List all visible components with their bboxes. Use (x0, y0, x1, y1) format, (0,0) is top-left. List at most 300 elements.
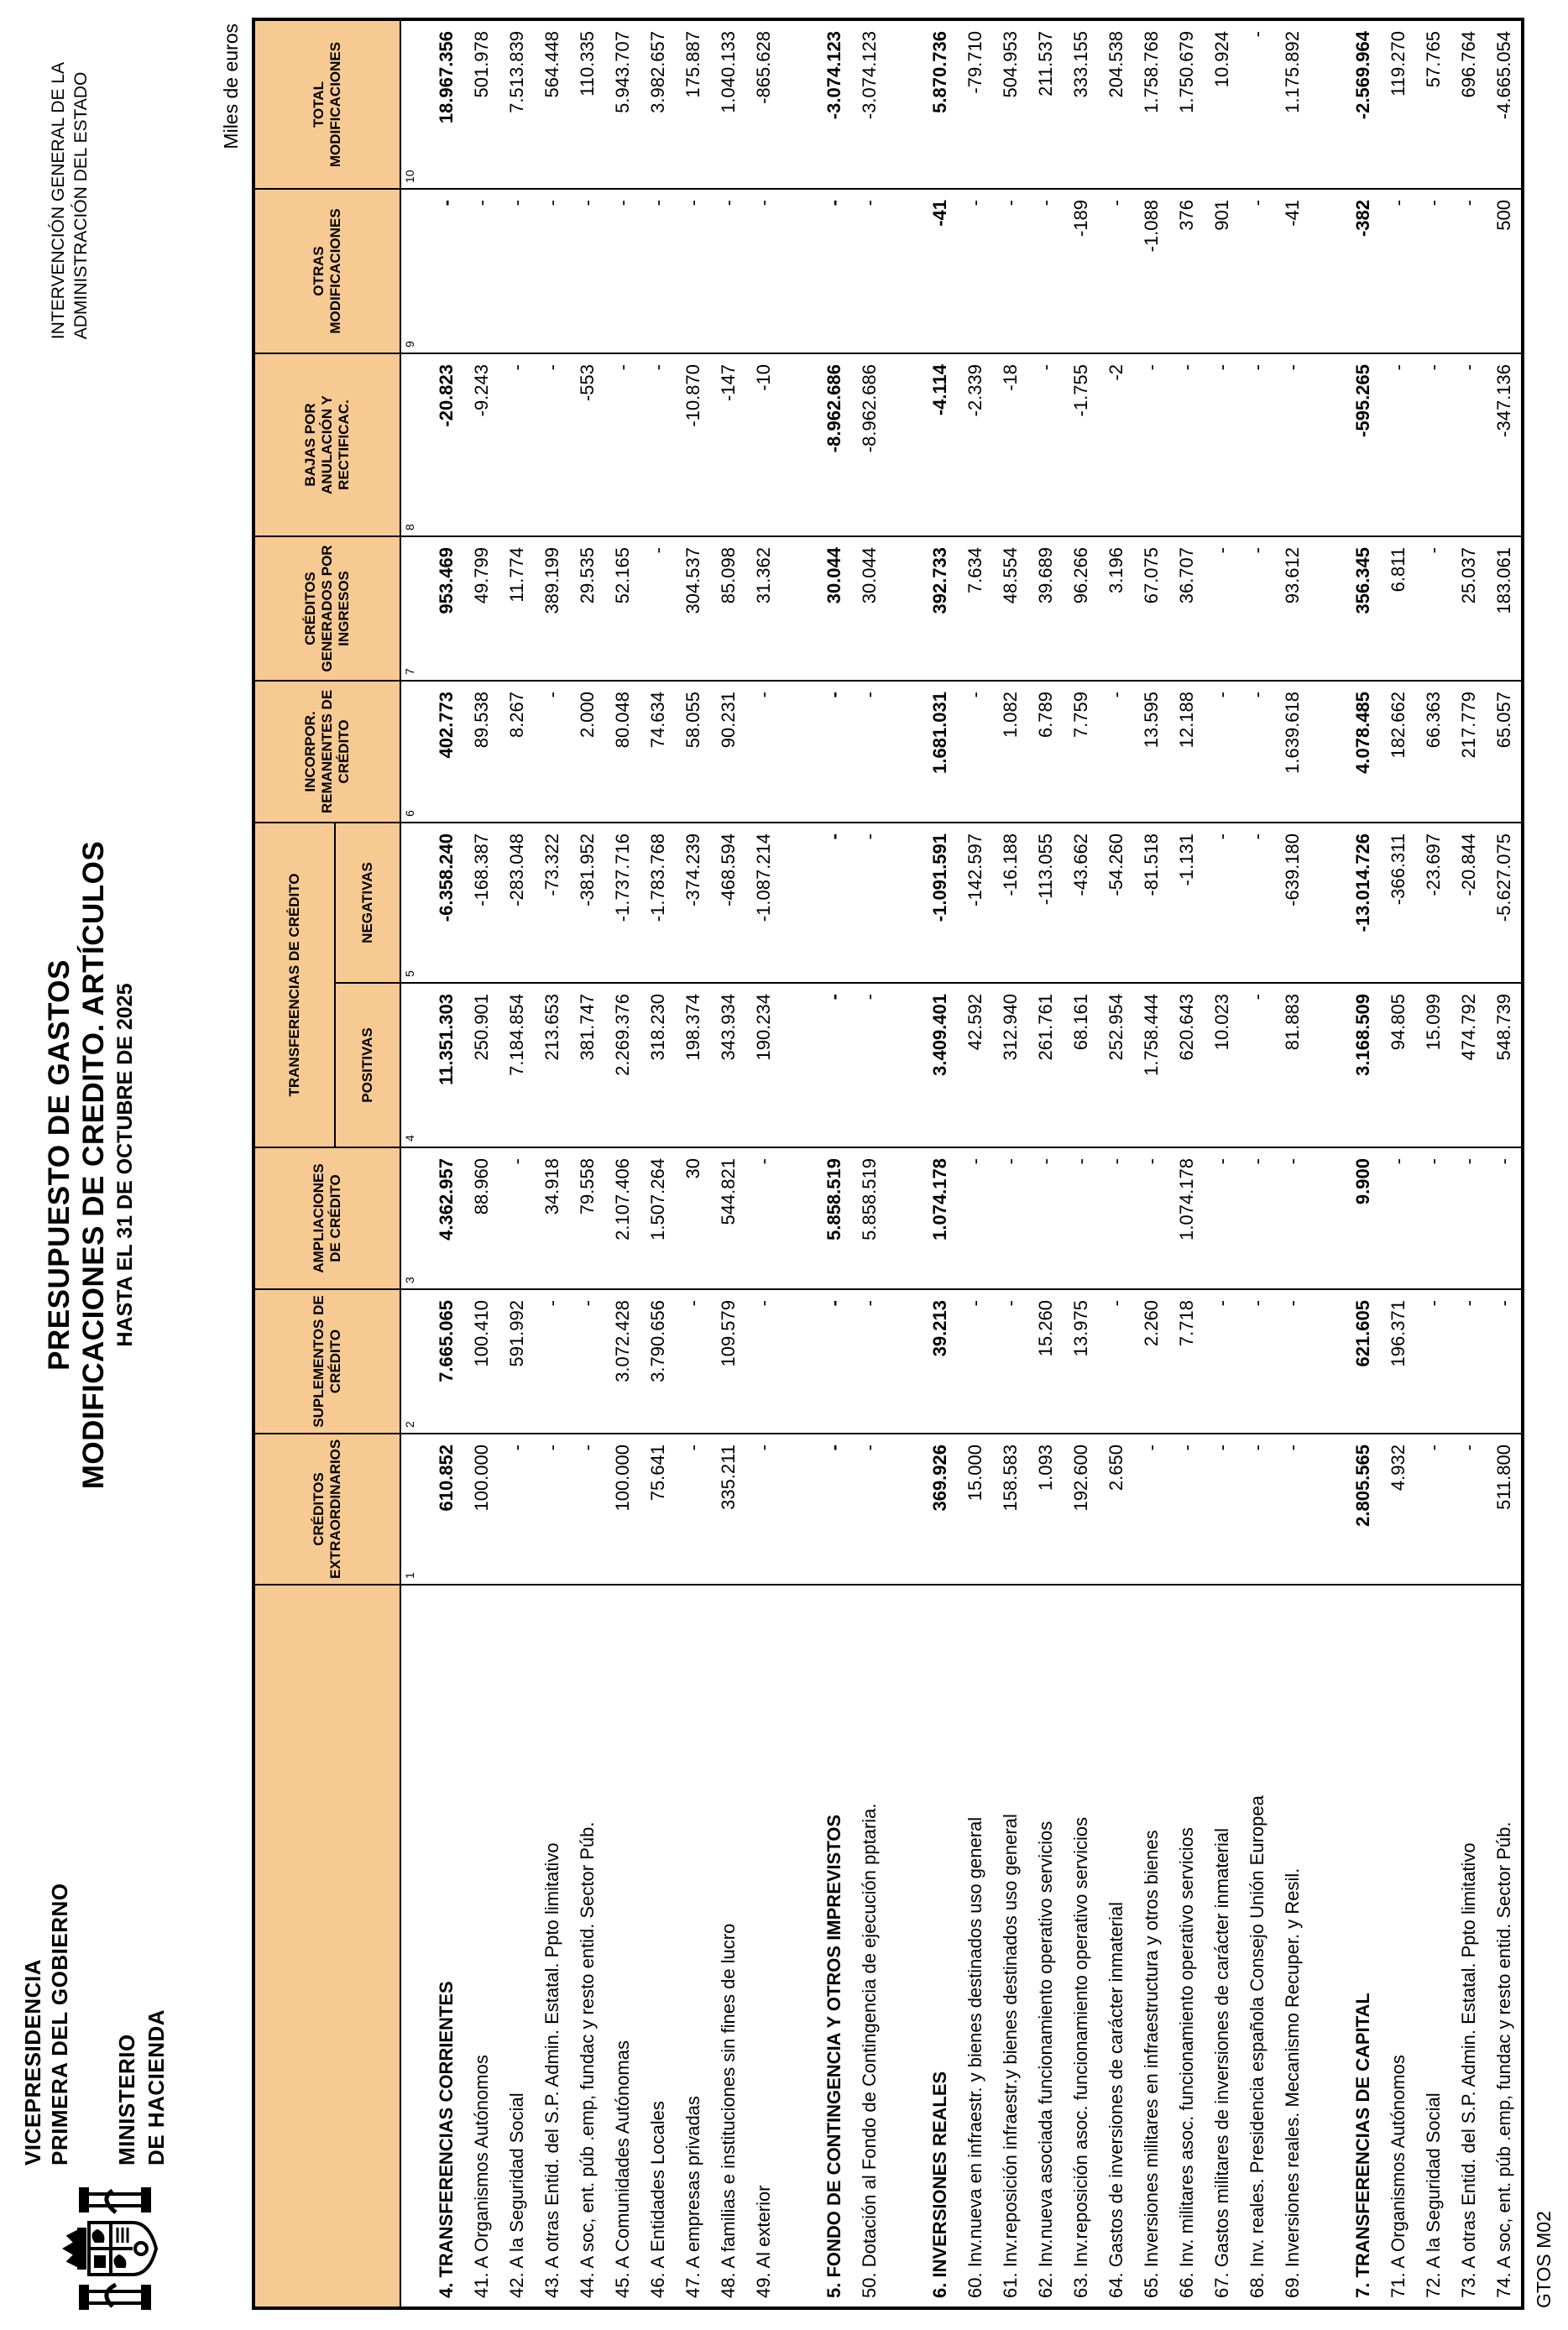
value-cell (887, 681, 923, 823)
row-label: 69. Inversiones reales. Mecanismo Recuper. y Resil. (1275, 1585, 1310, 2307)
row-label: 60. Inv.nueva en infraestr. y bienes destinados uso general (958, 1585, 993, 2307)
value-cell (887, 536, 923, 681)
value-cell: 304.537 (676, 536, 711, 681)
value-cell: -41 (1275, 189, 1310, 353)
header-cell-incorporacion-remanentes: INCORPOR. REMANENTES DE CRÉDITO (254, 681, 400, 823)
value-cell: 953.469 (429, 536, 464, 681)
column-number-cell: 5 (400, 823, 429, 983)
value-cell: - (1416, 189, 1451, 353)
value-cell: 504.953 (993, 20, 1028, 189)
table-row (464, 20, 499, 2307)
column-number-cell: 6 (400, 681, 429, 823)
value-cell: - (1240, 823, 1275, 983)
value-cell: -6.358.240 (429, 823, 464, 983)
value-cell: 6.789 (1028, 681, 1064, 823)
column-number-cell: 7 (400, 536, 429, 681)
value-cell: 18.967.356 (429, 20, 464, 189)
value-cell: -189 (1064, 189, 1099, 353)
column-number-cell: 10 (400, 20, 429, 189)
value-cell: - (535, 1289, 570, 1434)
value-cell: - (640, 189, 676, 353)
value-cell: - (676, 1289, 711, 1434)
value-cell: - (1028, 353, 1064, 536)
value-cell: 81.883 (1275, 983, 1310, 1147)
value-cell: -366.311 (1381, 823, 1416, 983)
value-cell: 389.199 (535, 536, 570, 681)
value-cell: - (817, 1434, 852, 1585)
value-cell: 7.634 (958, 536, 993, 681)
value-cell: 11.351.303 (429, 983, 464, 1147)
value-cell: -41 (923, 189, 958, 353)
value-cell: 9.900 (1346, 1147, 1381, 1289)
value-cell: 30.044 (817, 536, 852, 681)
value-cell: 7.759 (1064, 681, 1099, 823)
column-number-cell: 3 (400, 1147, 429, 1289)
value-cell: 620.643 (1169, 983, 1205, 1147)
value-cell: 250.901 (464, 983, 499, 1147)
table-row (1099, 20, 1134, 2307)
value-cell: - (1416, 1147, 1451, 1289)
table-row (1381, 20, 1416, 2307)
value-cell: - (570, 1289, 605, 1434)
value-cell: - (711, 189, 746, 353)
ministry-name-line2: PRIMERA DEL GOBIERNO (46, 1883, 72, 2165)
column-number-row (400, 20, 429, 2307)
value-cell (1310, 1147, 1346, 1289)
value-cell: -4.114 (923, 353, 958, 536)
row-label: 63. Inv.reposición asoc. funcionamiento operativo servicios (1064, 1585, 1099, 2307)
value-cell: - (852, 1434, 887, 1585)
value-cell (887, 1147, 923, 1289)
value-cell: - (1240, 353, 1275, 536)
value-cell: 901 (1205, 189, 1240, 353)
value-cell: -10.870 (676, 353, 711, 536)
value-cell: - (1205, 1289, 1240, 1434)
value-cell: -553 (570, 353, 605, 536)
table-row (817, 20, 852, 2307)
value-cell (887, 1434, 923, 1585)
value-cell: 343.934 (711, 983, 746, 1147)
value-cell: -381.952 (570, 823, 605, 983)
value-cell: 12.188 (1169, 681, 1205, 823)
value-cell: - (499, 1434, 535, 1585)
value-cell (781, 1289, 817, 1434)
value-cell: 1.074.178 (923, 1147, 958, 1289)
value-cell: - (817, 823, 852, 983)
row-label: 42. A la Seguridad Social (499, 1585, 535, 2307)
value-cell: - (817, 983, 852, 1147)
value-cell: - (1099, 681, 1134, 823)
value-cell: 57.765 (1416, 20, 1451, 189)
value-cell: - (1451, 189, 1487, 353)
table-row (429, 20, 464, 2307)
value-cell: - (852, 823, 887, 983)
header-cell-transferencias-group: TRANSFERENCIAS DE CRÉDITO (254, 823, 335, 1147)
ministry-name-line1: VICEPRESIDENCIA (20, 1959, 45, 2165)
value-cell: 7.665.065 (429, 1289, 464, 1434)
value-cell: 10.023 (1205, 983, 1240, 1147)
value-cell: - (1275, 353, 1310, 536)
value-cell: 1.639.618 (1275, 681, 1310, 823)
budget-modifications-table (253, 19, 1523, 2308)
value-cell: 261.761 (1028, 983, 1064, 1147)
value-cell: 30 (676, 1147, 711, 1289)
value-cell: -5.627.075 (1487, 823, 1522, 983)
value-cell: 58.055 (676, 681, 711, 823)
value-cell: 548.739 (1487, 983, 1522, 1147)
value-cell: - (1205, 536, 1240, 681)
row-label: 7. TRANSFERENCIAS DE CAPITAL (1346, 1585, 1381, 2307)
row-label: 45. A Comunidades Autónomas (605, 1585, 640, 2307)
value-cell: 1.074.178 (1169, 1147, 1205, 1289)
table-row (499, 20, 535, 2307)
row-label (1310, 1585, 1346, 2307)
value-cell: 213.653 (535, 983, 570, 1147)
row-label: 66. Inv. militares asoc. funcionamiento operativo servicios (1169, 1585, 1205, 2307)
value-cell: 110.335 (570, 20, 605, 189)
value-cell: - (817, 681, 852, 823)
header-cell-transferencias-positivas: POSITIVAS (335, 983, 400, 1147)
value-cell: 66.363 (1416, 681, 1451, 823)
value-cell: -2.569.964 (1346, 20, 1381, 189)
table-row (1416, 20, 1451, 2307)
value-cell: 1.758.444 (1134, 983, 1169, 1147)
value-cell: 65.057 (1487, 681, 1522, 823)
table-row (1240, 20, 1275, 2307)
value-cell (887, 1289, 923, 1434)
value-cell: - (1240, 681, 1275, 823)
units-note: Miles de euros (220, 24, 242, 149)
value-cell: - (1169, 1434, 1205, 1585)
value-cell: 211.537 (1028, 20, 1064, 189)
value-cell (1310, 353, 1346, 536)
value-cell: -595.265 (1346, 353, 1381, 536)
value-cell: -18 (993, 353, 1028, 536)
value-cell: -283.048 (499, 823, 535, 983)
table-row (1275, 20, 1310, 2307)
value-cell: - (817, 1289, 852, 1434)
value-cell: -54.260 (1099, 823, 1134, 983)
value-cell (781, 1147, 817, 1289)
header-cell-creditos-generados: CRÉDITOS GENERADOS POR INGRESOS (254, 536, 400, 681)
row-label: 49. Al exterior (746, 1585, 781, 2307)
value-cell: 335.211 (711, 1434, 746, 1585)
value-cell: 39.213 (923, 1289, 958, 1434)
value-cell: 3.168.509 (1346, 983, 1381, 1147)
value-cell: - (1205, 681, 1240, 823)
value-cell: -10 (746, 353, 781, 536)
value-cell: 49.799 (464, 536, 499, 681)
value-cell: 90.231 (711, 681, 746, 823)
value-cell: 318.230 (640, 983, 676, 1147)
row-label (887, 1585, 923, 2307)
value-cell (887, 20, 923, 189)
value-cell: - (1240, 20, 1275, 189)
table-row (570, 20, 605, 2307)
row-label: 72. A la Seguridad Social (1416, 1585, 1451, 2307)
value-cell: - (1275, 1289, 1310, 1434)
value-cell: 93.612 (1275, 536, 1310, 681)
value-cell: -2.339 (958, 353, 993, 536)
table-header (254, 20, 400, 2307)
value-cell: 3.196 (1099, 536, 1134, 681)
value-cell: - (993, 189, 1028, 353)
value-cell: - (1099, 189, 1134, 353)
table-row (1205, 20, 1240, 2307)
value-cell: 1.093 (1028, 1434, 1064, 1585)
value-cell: - (1099, 1147, 1134, 1289)
value-cell: 3.409.401 (923, 983, 958, 1147)
value-cell (781, 823, 817, 983)
value-cell: - (852, 983, 887, 1147)
value-cell: - (535, 681, 570, 823)
value-cell: 198.374 (676, 983, 711, 1147)
row-label: 50. Dotación al Fondo de Contingencia de ejecución pptaria. (852, 1585, 887, 2307)
row-label (781, 1585, 817, 2307)
table-row (1064, 20, 1099, 2307)
table-row (1487, 20, 1522, 2307)
value-cell: - (1134, 1434, 1169, 1585)
value-cell: - (1240, 1289, 1275, 1434)
value-cell: 15.260 (1028, 1289, 1064, 1434)
value-cell: - (1451, 1434, 1487, 1585)
value-cell: -639.180 (1275, 823, 1310, 983)
value-cell: 5.870.736 (923, 20, 958, 189)
value-cell: - (958, 1147, 993, 1289)
value-cell: 252.954 (1099, 983, 1134, 1147)
value-cell: -113.055 (1028, 823, 1064, 983)
value-cell: - (746, 1147, 781, 1289)
value-cell: 88.960 (464, 1147, 499, 1289)
separator-row (1310, 20, 1346, 2307)
value-cell: 511.800 (1487, 1434, 1522, 1585)
value-cell: - (1028, 189, 1064, 353)
value-cell: - (958, 189, 993, 353)
value-cell (781, 1434, 817, 1585)
value-cell: 13.975 (1064, 1289, 1099, 1434)
value-cell: 333.155 (1064, 20, 1099, 189)
value-cell: 15.000 (958, 1434, 993, 1585)
value-cell: - (1275, 1147, 1310, 1289)
table-row (1451, 20, 1487, 2307)
value-cell (887, 823, 923, 983)
agency-name-line1: INTERVENCIÓN GENERAL DE LA (49, 62, 68, 340)
value-cell: - (958, 1289, 993, 1434)
row-label: 73. A otras Entid. del S.P. Admin. Estatal. Ppto limitativo (1451, 1585, 1487, 2307)
value-cell: 30.044 (852, 536, 887, 681)
value-cell: - (1205, 353, 1240, 536)
value-cell: - (640, 536, 676, 681)
column-number-cell: 2 (400, 1289, 429, 1434)
value-cell: 1.040.133 (711, 20, 746, 189)
header-cell-creditos-extraordinarios: CRÉDITOS EXTRAORDINARIOS (254, 1434, 400, 1585)
value-cell: 217.779 (1451, 681, 1487, 823)
value-cell: - (817, 189, 852, 353)
value-cell: 1.082 (993, 681, 1028, 823)
value-cell: 158.583 (993, 1434, 1028, 1585)
value-cell (781, 189, 817, 353)
value-cell: - (1451, 1289, 1487, 1434)
value-cell: -8.962.686 (852, 353, 887, 536)
value-cell: 11.774 (499, 536, 535, 681)
value-cell: -73.322 (535, 823, 570, 983)
value-cell: 621.605 (1346, 1289, 1381, 1434)
value-cell: 356.345 (1346, 536, 1381, 681)
value-cell: - (1416, 536, 1451, 681)
column-number-cell: 1 (400, 1434, 429, 1585)
value-cell: 13.595 (1134, 681, 1169, 823)
table-row (852, 20, 887, 2307)
value-cell: 1.175.892 (1275, 20, 1310, 189)
value-cell: 48.554 (993, 536, 1028, 681)
table-row (958, 20, 993, 2307)
value-cell: 3.982.657 (640, 20, 676, 189)
value-cell: -865.628 (746, 20, 781, 189)
form-code: GTOS M02 (1533, 2211, 1555, 2308)
value-cell (781, 353, 817, 536)
value-cell: - (605, 353, 640, 536)
value-cell: 3.790.656 (640, 1289, 676, 1434)
value-cell: 4.078.485 (1346, 681, 1381, 823)
value-cell: - (1240, 1434, 1275, 1585)
value-cell: -147 (711, 353, 746, 536)
value-cell: - (958, 681, 993, 823)
value-cell: 7.513.839 (499, 20, 535, 189)
table-row (746, 20, 781, 2307)
header-cell-bajas: BAJAS POR ANULACIÓN Y RECTIFICAC. (254, 353, 400, 536)
table-row (1134, 20, 1169, 2307)
value-cell: - (499, 189, 535, 353)
header-cell-otras-modificaciones: OTRAS MODIFICACIONES (254, 189, 400, 353)
value-cell (887, 983, 923, 1147)
value-cell: -142.597 (958, 823, 993, 983)
value-cell (1310, 823, 1346, 983)
value-cell: 376 (1169, 189, 1205, 353)
value-cell: 183.061 (1487, 536, 1522, 681)
value-cell: 100.000 (464, 1434, 499, 1585)
value-cell: 5.858.519 (852, 1147, 887, 1289)
value-cell (781, 983, 817, 1147)
value-cell: 369.926 (923, 1434, 958, 1585)
value-cell: 89.538 (464, 681, 499, 823)
value-cell: -1.755 (1064, 353, 1099, 536)
value-cell: 94.805 (1381, 983, 1416, 1147)
value-cell: 474.792 (1451, 983, 1487, 1147)
value-cell: -4.665.054 (1487, 20, 1522, 189)
value-cell (781, 681, 817, 823)
value-cell: 109.579 (711, 1289, 746, 1434)
value-cell: 39.689 (1028, 536, 1064, 681)
value-cell: 544.821 (711, 1147, 746, 1289)
value-cell: 1.681.031 (923, 681, 958, 823)
value-cell: - (676, 189, 711, 353)
value-cell: 1.507.264 (640, 1147, 676, 1289)
value-cell: - (1487, 1147, 1522, 1289)
value-cell: - (1099, 1289, 1134, 1434)
header-cell-ampliaciones: AMPLIACIONES DE CRÉDITO (254, 1147, 400, 1289)
value-cell: -168.387 (464, 823, 499, 983)
value-cell: 5.858.519 (817, 1147, 852, 1289)
value-cell: - (1381, 353, 1416, 536)
report-title-line2: MODIFICACIONES DE CREDITO. ARTÍCULOS (77, 840, 111, 1490)
value-cell: - (1205, 1147, 1240, 1289)
value-cell: -1.783.768 (640, 823, 676, 983)
report-title-line1: PRESUPUESTO DE GASTOS (43, 959, 76, 1371)
value-cell (1310, 536, 1346, 681)
value-cell: -43.662 (1064, 823, 1099, 983)
value-cell: - (746, 681, 781, 823)
value-cell: 392.733 (923, 536, 958, 681)
value-cell: 31.362 (746, 536, 781, 681)
row-label: 41. A Organismos Autónomos (464, 1585, 499, 2307)
value-cell: -1.737.716 (605, 823, 640, 983)
value-cell: - (1205, 1434, 1240, 1585)
value-cell: -79.710 (958, 20, 993, 189)
value-cell: - (1134, 1147, 1169, 1289)
value-cell: - (746, 1289, 781, 1434)
row-label: 46. A Entidades Locales (640, 1585, 676, 2307)
value-cell: 100.410 (464, 1289, 499, 1434)
value-cell: -1.087.214 (746, 823, 781, 983)
value-cell: -8.962.686 (817, 353, 852, 536)
value-cell: 15.099 (1416, 983, 1451, 1147)
value-cell: - (746, 189, 781, 353)
value-cell (1310, 1289, 1346, 1434)
value-cell: 196.371 (1381, 1289, 1416, 1434)
table-row (535, 20, 570, 2307)
value-cell: -1.131 (1169, 823, 1205, 983)
header-cell-total-modificaciones: TOTAL MODIFICACIONES (254, 20, 400, 189)
value-cell (1310, 20, 1346, 189)
value-cell: - (1240, 536, 1275, 681)
value-cell: 204.538 (1099, 20, 1134, 189)
value-cell: -23.697 (1416, 823, 1451, 983)
value-cell (781, 536, 817, 681)
value-cell: - (676, 1434, 711, 1585)
separator-row (887, 20, 923, 2307)
value-cell: -3.074.123 (852, 20, 887, 189)
value-cell: 29.535 (570, 536, 605, 681)
column-number-cell-empty (400, 1585, 429, 2307)
value-cell: -468.594 (711, 823, 746, 983)
report-title (42, 0, 138, 2330)
value-cell: -1.088 (1134, 189, 1169, 353)
value-cell: 182.662 (1381, 681, 1416, 823)
value-cell: 96.266 (1064, 536, 1099, 681)
table-body (400, 20, 1522, 2307)
value-cell: - (746, 1434, 781, 1585)
value-cell: - (1381, 1147, 1416, 1289)
value-cell: 6.811 (1381, 536, 1416, 681)
value-cell: 2.260 (1134, 1289, 1169, 1434)
value-cell: 1.758.768 (1134, 20, 1169, 189)
value-cell: - (1064, 1147, 1099, 1289)
value-cell: -20.823 (429, 353, 464, 536)
value-cell: - (1416, 353, 1451, 536)
value-cell: - (1451, 1147, 1487, 1289)
row-label: 43. A otras Entid. del S.P. Admin. Estatal. Ppto limitativo (535, 1585, 570, 2307)
value-cell (1310, 681, 1346, 823)
value-cell: 7.718 (1169, 1289, 1205, 1434)
value-cell: - (1487, 1289, 1522, 1434)
value-cell: - (993, 1289, 1028, 1434)
value-cell: -347.136 (1487, 353, 1522, 536)
value-cell: - (535, 1434, 570, 1585)
value-cell: 501.978 (464, 20, 499, 189)
value-cell: - (852, 1289, 887, 1434)
value-cell: - (1240, 1147, 1275, 1289)
value-cell: - (1028, 1147, 1064, 1289)
